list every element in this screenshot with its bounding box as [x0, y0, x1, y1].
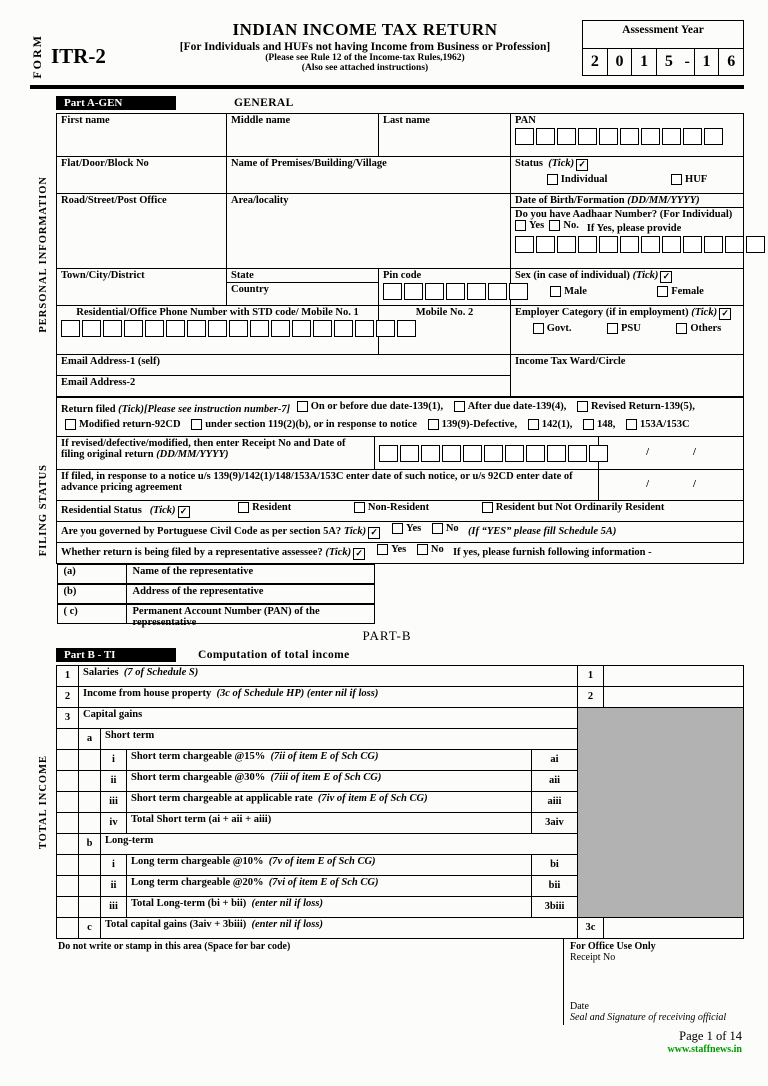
- sex-male-option[interactable]: Male: [550, 286, 587, 297]
- employer-psu-option[interactable]: PSU: [607, 323, 641, 334]
- dob-field[interactable]: Date of Birth/Formation (DD/MM/YYYY): [511, 193, 744, 207]
- row-letter: b: [79, 833, 101, 854]
- char-box[interactable]: [425, 283, 444, 300]
- spacer-cell: [57, 770, 79, 791]
- spacer-cell: [57, 854, 79, 875]
- char-box[interactable]: [620, 128, 639, 145]
- char-box[interactable]: [484, 445, 503, 462]
- tick-icon: ✓: [178, 506, 190, 518]
- form-title: INDIAN INCOME TAX RETURN: [232, 20, 498, 39]
- checkbox-icon[interactable]: [432, 523, 443, 534]
- country-field[interactable]: Country: [227, 282, 379, 305]
- employer-category-field: Employer Category (if in employment) (Tick) ✓ Govt. PSU Others: [511, 305, 744, 354]
- tick-icon: ✓: [719, 308, 731, 320]
- ay-digit: 1: [631, 49, 656, 75]
- tick-icon: ✓: [353, 548, 365, 560]
- return-filed-142-1-option[interactable]: 142(1),: [528, 417, 573, 432]
- watermark-link[interactable]: www.staffnews.in: [667, 1043, 742, 1055]
- instructions-note: (Also see attached instructions): [301, 63, 429, 73]
- checkbox-icon[interactable]: [417, 544, 428, 555]
- tick-icon: ✓: [368, 527, 380, 539]
- non-resident-option[interactable]: Non-Resident: [354, 502, 429, 513]
- rnor-option[interactable]: Resident but Not Ordinarily Resident: [482, 502, 665, 513]
- return-filed-139-1-option[interactable]: On or before due date-139(1),: [297, 399, 443, 414]
- shaded-area: [578, 707, 744, 917]
- status-field: Status (Tick) ✓ Individual HUF: [511, 156, 744, 193]
- char-box[interactable]: [704, 128, 723, 145]
- checkbox-icon[interactable]: [549, 220, 560, 231]
- phone-boxes[interactable]: [61, 320, 374, 337]
- page-number-row: [30, 1029, 744, 1044]
- part-b-tag-row: [56, 648, 744, 662]
- assessment-year-digits: [583, 48, 743, 75]
- char-box[interactable]: [442, 445, 461, 462]
- total-capital-gains-value-field[interactable]: [604, 917, 744, 938]
- spacer-cell: [57, 896, 79, 917]
- form-subtitle: [For Individuals and HUFs not having Income from Business or Profession]: [179, 41, 551, 53]
- row-number: 1: [57, 665, 79, 686]
- part-a-heading: GENERAL: [234, 96, 294, 109]
- filing-status-table: [56, 397, 744, 628]
- spacer-cell: [79, 749, 101, 770]
- seal-label: Seal and Signature of receiving official: [570, 1011, 727, 1023]
- char-box[interactable]: [641, 128, 660, 145]
- spacer-cell: [57, 833, 79, 854]
- spacer-cell: [57, 812, 79, 833]
- st-30-label: Short term chargeable @30% (7iii of item E of Sch CG): [127, 770, 532, 791]
- checkbox-icon[interactable]: [65, 419, 76, 430]
- char-box[interactable]: [488, 283, 507, 300]
- total-capital-gains-label: Total capital gains (3aiv + 3biii) (enter nil if loss): [101, 917, 578, 938]
- char-box[interactable]: [463, 445, 482, 462]
- char-box[interactable]: [599, 128, 618, 145]
- char-box[interactable]: [704, 236, 723, 253]
- pan-boxes[interactable]: [515, 128, 739, 145]
- resident-option[interactable]: Resident: [238, 502, 291, 513]
- form-number: ITR-2: [51, 43, 106, 68]
- office-use-label: For Office Use Only: [570, 940, 656, 952]
- row-code: bi: [531, 854, 577, 875]
- checkbox-icon[interactable]: [428, 419, 439, 430]
- checkbox-icon[interactable]: [354, 502, 365, 513]
- ay-digit: 0: [607, 49, 632, 75]
- flat-field[interactable]: Flat/Door/Block No: [57, 156, 227, 193]
- char-box[interactable]: [536, 236, 555, 253]
- char-box[interactable]: [662, 236, 681, 253]
- char-box[interactable]: [683, 236, 702, 253]
- char-box[interactable]: [271, 320, 290, 337]
- filing-status-section: [30, 397, 744, 628]
- row-roman: i: [101, 749, 127, 770]
- sex-field: Sex (in case of individual) (Tick) ✓ Male Female: [511, 268, 744, 305]
- spacer-cell: [57, 728, 79, 749]
- part-b-heading: PART-B: [362, 627, 412, 643]
- barcode-note: Do not write or stamp in this area (Space for bar code): [58, 940, 291, 952]
- status-huf-option[interactable]: HUF: [671, 174, 707, 185]
- notice-date-field[interactable]: / /: [599, 469, 744, 500]
- checkbox-icon[interactable]: [392, 523, 403, 534]
- checkbox-icon[interactable]: [657, 286, 668, 297]
- ward-field[interactable]: Income Tax Ward/Circle: [511, 354, 744, 396]
- title-block: [148, 20, 582, 73]
- st-15-label: Short term chargeable @15% (7ii of item E of Sch CG): [127, 749, 532, 770]
- page-number: Page 1 of 14: [679, 1028, 742, 1043]
- checkbox-icon[interactable]: [607, 323, 618, 334]
- ay-digit: 6: [718, 49, 743, 75]
- receipt-no-label: Receipt No: [570, 951, 616, 963]
- mobile2-field[interactable]: Mobile No. 2: [379, 305, 511, 354]
- barcode-area: [56, 939, 563, 1025]
- email1-field[interactable]: Email Address-1 (self): [57, 354, 511, 375]
- long-term-label: Long-term: [101, 833, 578, 854]
- char-box[interactable]: [379, 445, 398, 462]
- checkbox-icon[interactable]: [577, 401, 588, 412]
- char-box[interactable]: [641, 236, 660, 253]
- representative-address-row[interactable]: (b) Address of the representative: [57, 584, 375, 604]
- total-income-section: [30, 665, 744, 939]
- spacer-cell: [57, 875, 79, 896]
- middle-name-field[interactable]: Middle name: [227, 113, 379, 156]
- representative-name-row[interactable]: (a) Name of the representative: [57, 564, 375, 584]
- rep-row-letter: (b): [58, 585, 127, 603]
- char-box[interactable]: [725, 236, 744, 253]
- char-box[interactable]: [400, 445, 419, 462]
- return-filed-148-option[interactable]: 148,: [583, 417, 615, 432]
- spacer-cell: [79, 854, 101, 875]
- row-code: 1: [578, 665, 604, 686]
- pincode-boxes[interactable]: [383, 283, 506, 300]
- checkbox-icon[interactable]: [482, 502, 493, 513]
- char-box[interactable]: [599, 236, 618, 253]
- char-box[interactable]: [620, 236, 639, 253]
- town-field[interactable]: Town/City/District: [57, 268, 227, 305]
- aadhaar-field: Do you have Aadhaar Number? (For Individual) Yes No. If Yes, please provide: [511, 207, 744, 268]
- original-receipt-no-boxes[interactable]: [375, 436, 599, 469]
- salaries-value-field[interactable]: [604, 665, 744, 686]
- part-b-tag: Part B - TI: [56, 648, 176, 662]
- personal-information-side-label: PERSONAL INFORMATION: [37, 176, 49, 333]
- char-box[interactable]: [166, 320, 185, 337]
- row-roman: ii: [101, 770, 127, 791]
- spacer-cell: [79, 812, 101, 833]
- char-box[interactable]: [467, 283, 486, 300]
- portuguese-no-option[interactable]: No: [432, 523, 459, 534]
- char-box[interactable]: [536, 128, 555, 145]
- checkbox-icon[interactable]: [676, 323, 687, 334]
- row-code: ai: [531, 749, 577, 770]
- lt-20-label: Long term chargeable @20% (7vi of item E of Sch CG): [127, 875, 532, 896]
- row-code: 3aiv: [531, 812, 577, 833]
- char-box[interactable]: [383, 283, 402, 300]
- portuguese-code-row: Are you governed by Portuguese Civil Code as per section 5A? Tick) ✓ Yes No (If “YES” please fill Schedule 5A): [57, 521, 744, 542]
- row-roman: ii: [101, 875, 127, 896]
- spacer-cell: [57, 749, 79, 770]
- char-box[interactable]: [61, 320, 80, 337]
- part-a-tag-row: [56, 96, 744, 110]
- rule-note: (Please see Rule 12 of the Income-tax Rules,1962): [265, 53, 465, 63]
- house-property-value-field[interactable]: [604, 686, 744, 707]
- char-box[interactable]: [313, 320, 332, 337]
- aadhaar-boxes[interactable]: [515, 236, 739, 253]
- char-box[interactable]: [292, 320, 311, 337]
- char-box[interactable]: [662, 128, 681, 145]
- row-roman: iii: [101, 896, 127, 917]
- checkbox-icon[interactable]: [528, 419, 539, 430]
- total-short-term-label: Total Short term (ai + aii + aiii): [127, 812, 532, 833]
- spacer-cell: [57, 917, 79, 938]
- total-income-table: [56, 665, 744, 939]
- lt-10-label: Long term chargeable @10% (7v of item E of Sch CG): [127, 854, 532, 875]
- char-box[interactable]: [683, 128, 702, 145]
- header-divider: [30, 85, 744, 89]
- original-return-date-field[interactable]: / /: [599, 436, 744, 469]
- personal-information-table: [56, 113, 744, 397]
- char-box[interactable]: [568, 445, 587, 462]
- char-box[interactable]: [229, 320, 248, 337]
- part-b-subtitle: Computation of total income: [198, 648, 350, 661]
- row-number: 3: [57, 707, 79, 728]
- employer-others-option[interactable]: Others: [676, 323, 721, 334]
- row-number: 2: [57, 686, 79, 707]
- char-box[interactable]: [515, 236, 534, 253]
- char-box[interactable]: [557, 128, 576, 145]
- checkbox-icon[interactable]: [297, 401, 308, 412]
- row-code: 3c: [578, 917, 604, 938]
- ay-digit: 1: [694, 49, 719, 75]
- tick-icon: ✓: [660, 271, 672, 283]
- char-box[interactable]: [355, 320, 374, 337]
- spacer-cell: [79, 875, 101, 896]
- personal-information-section: [30, 113, 744, 397]
- return-filed-139-4-option[interactable]: After due date-139(4),: [454, 399, 567, 414]
- checkbox-icon[interactable]: [671, 174, 682, 185]
- representative-pan-row[interactable]: ( c) Permanent Account Number (PAN) of the representative: [57, 604, 375, 624]
- char-box[interactable]: [446, 283, 465, 300]
- row-letter: c: [79, 917, 101, 938]
- row-roman: i: [101, 854, 127, 875]
- footer: [56, 939, 744, 1025]
- last-name-field[interactable]: Last name: [379, 113, 511, 156]
- filing-status-side-label: FILING STATUS: [37, 464, 49, 557]
- char-box[interactable]: [334, 320, 353, 337]
- return-filed-153a-option[interactable]: 153A/153C: [626, 417, 690, 432]
- char-box[interactable]: [515, 128, 534, 145]
- char-box[interactable]: [578, 236, 597, 253]
- representative-yes-option[interactable]: Yes: [377, 544, 406, 555]
- row-code: bii: [531, 875, 577, 896]
- checkbox-icon[interactable]: [238, 502, 249, 513]
- char-box[interactable]: [557, 236, 576, 253]
- row-code: aiii: [531, 791, 577, 812]
- char-box[interactable]: [505, 445, 524, 462]
- row-code: aii: [531, 770, 577, 791]
- return-filed-119-2b-option[interactable]: under section 119(2)(b), or in response to notice: [191, 417, 417, 432]
- aadhaar-yes-option[interactable]: Yes: [515, 220, 544, 231]
- checkbox-icon[interactable]: [583, 419, 594, 430]
- checkbox-icon[interactable]: [454, 401, 465, 412]
- total-income-side-label: TOTAL INCOME: [37, 754, 49, 849]
- spacer-cell: [79, 770, 101, 791]
- pan-field[interactable]: PAN: [511, 113, 744, 156]
- checkbox-icon[interactable]: [547, 174, 558, 185]
- form-header: [30, 20, 744, 79]
- char-box[interactable]: [208, 320, 227, 337]
- spacer-cell: [57, 791, 79, 812]
- checkbox-icon[interactable]: [550, 286, 561, 297]
- representative-row: Whether return is being filed by a representative assessee? (Tick) ✓ Yes No If yes, please furnish following information -: [57, 542, 744, 563]
- part-a-tag: Part A-GEN: [56, 96, 176, 110]
- tick-icon: ✓: [576, 159, 588, 171]
- checkbox-icon[interactable]: [191, 419, 202, 430]
- return-filed-row: Return filed (Tick)[Please see instruction number-7] On or before due date-139(1), After due date-139(4), Revised Return-139(5), Modified return-92CD under section 119(2)(b), or in response to notice 139(9)-Defective, 142(1), 148, 153A/153C: [57, 397, 744, 436]
- assessment-year-box: [582, 20, 744, 76]
- email2-field[interactable]: Email Address-2: [57, 375, 511, 396]
- notice-date-label: If filed, in response to a notice u/s 139(9)/142(1)/148/153A/153C enter date of such notice, or u/s 92CD enter date of advance pricing agreement: [57, 469, 599, 500]
- rep-row-letter: ( c): [58, 605, 127, 623]
- char-box[interactable]: [421, 445, 440, 462]
- pincode-field[interactable]: Pin code: [379, 268, 511, 305]
- premises-field[interactable]: Name of Premises/Building/Village: [227, 156, 511, 193]
- char-box[interactable]: [589, 445, 608, 462]
- char-box[interactable]: [103, 320, 122, 337]
- representative-no-option[interactable]: No: [417, 544, 444, 555]
- house-property-label: Income from house property (3c of Schedule HP) (enter nil if loss): [79, 686, 578, 707]
- char-box[interactable]: [187, 320, 206, 337]
- aadhaar-no-option[interactable]: No.: [549, 220, 578, 231]
- char-box[interactable]: [547, 445, 566, 462]
- rep-row-letter: (a): [58, 565, 127, 583]
- spacer-cell: [79, 791, 101, 812]
- row-letter: a: [79, 728, 101, 749]
- checkbox-icon[interactable]: [515, 220, 526, 231]
- char-box[interactable]: [82, 320, 101, 337]
- phone-field[interactable]: Residential/Office Phone Number with STD code/ Mobile No. 1: [57, 305, 379, 354]
- date-label: Date: [570, 1000, 589, 1012]
- char-box[interactable]: [124, 320, 143, 337]
- area-field[interactable]: Area/locality: [227, 193, 511, 268]
- char-box[interactable]: [578, 128, 597, 145]
- ay-digit: 2: [590, 53, 599, 70]
- total-long-term-label: Total Long-term (bi + bii) (enter nil if loss): [127, 896, 532, 917]
- status-individual-option[interactable]: Individual: [547, 174, 608, 185]
- road-field[interactable]: Road/Street/Post Office: [57, 193, 227, 268]
- spacer-cell: [79, 896, 101, 917]
- form-label: FORM: [30, 34, 44, 79]
- char-box[interactable]: [145, 320, 164, 337]
- capital-gains-label: Capital gains: [79, 707, 578, 728]
- employer-govt-option[interactable]: Govt.: [533, 323, 572, 334]
- checkbox-icon[interactable]: [533, 323, 544, 334]
- char-box[interactable]: [746, 236, 765, 253]
- char-box[interactable]: [397, 320, 416, 337]
- office-use-area: [563, 939, 744, 1025]
- checkbox-icon[interactable]: [626, 419, 637, 430]
- return-filed-139-5-option[interactable]: Revised Return-139(5),: [577, 399, 695, 414]
- return-filed-139-9-option[interactable]: 139(9)-Defective,: [428, 417, 518, 432]
- portuguese-yes-option[interactable]: Yes: [392, 523, 421, 534]
- char-box[interactable]: [404, 283, 423, 300]
- row-code: 3biii: [531, 896, 577, 917]
- row-roman: iv: [101, 812, 127, 833]
- assessment-year-label: Assessment Year: [622, 24, 704, 36]
- state-field[interactable]: State: [227, 268, 379, 282]
- return-filed-92cd-option[interactable]: Modified return-92CD: [65, 417, 181, 432]
- row-code: 2: [578, 686, 604, 707]
- form-id-block: [30, 20, 148, 79]
- first-name-field[interactable]: First name: [57, 113, 227, 156]
- char-box[interactable]: [250, 320, 269, 337]
- ay-digit: 5: [656, 49, 681, 75]
- sex-female-option[interactable]: Female: [657, 286, 704, 297]
- char-box[interactable]: [526, 445, 545, 462]
- ay-dash: -: [684, 53, 690, 70]
- char-box[interactable]: [509, 283, 528, 300]
- residential-status-row: Residential Status (Tick) ✓ Resident Non-Resident Resident but Not Ordinarily Resident: [57, 500, 744, 521]
- char-box[interactable]: [376, 320, 395, 337]
- salaries-label: Salaries (7 of Schedule S): [79, 665, 578, 686]
- st-applicable-label: Short term chargeable at applicable rate (7iv of item E of Sch CG): [127, 791, 532, 812]
- short-term-label: Short term: [101, 728, 578, 749]
- row-roman: iii: [101, 791, 127, 812]
- checkbox-icon[interactable]: [377, 544, 388, 555]
- revised-return-label: If revised/defective/modified, then enter Receipt No and Date of filing original return (DD/MM/YYYY): [57, 436, 375, 469]
